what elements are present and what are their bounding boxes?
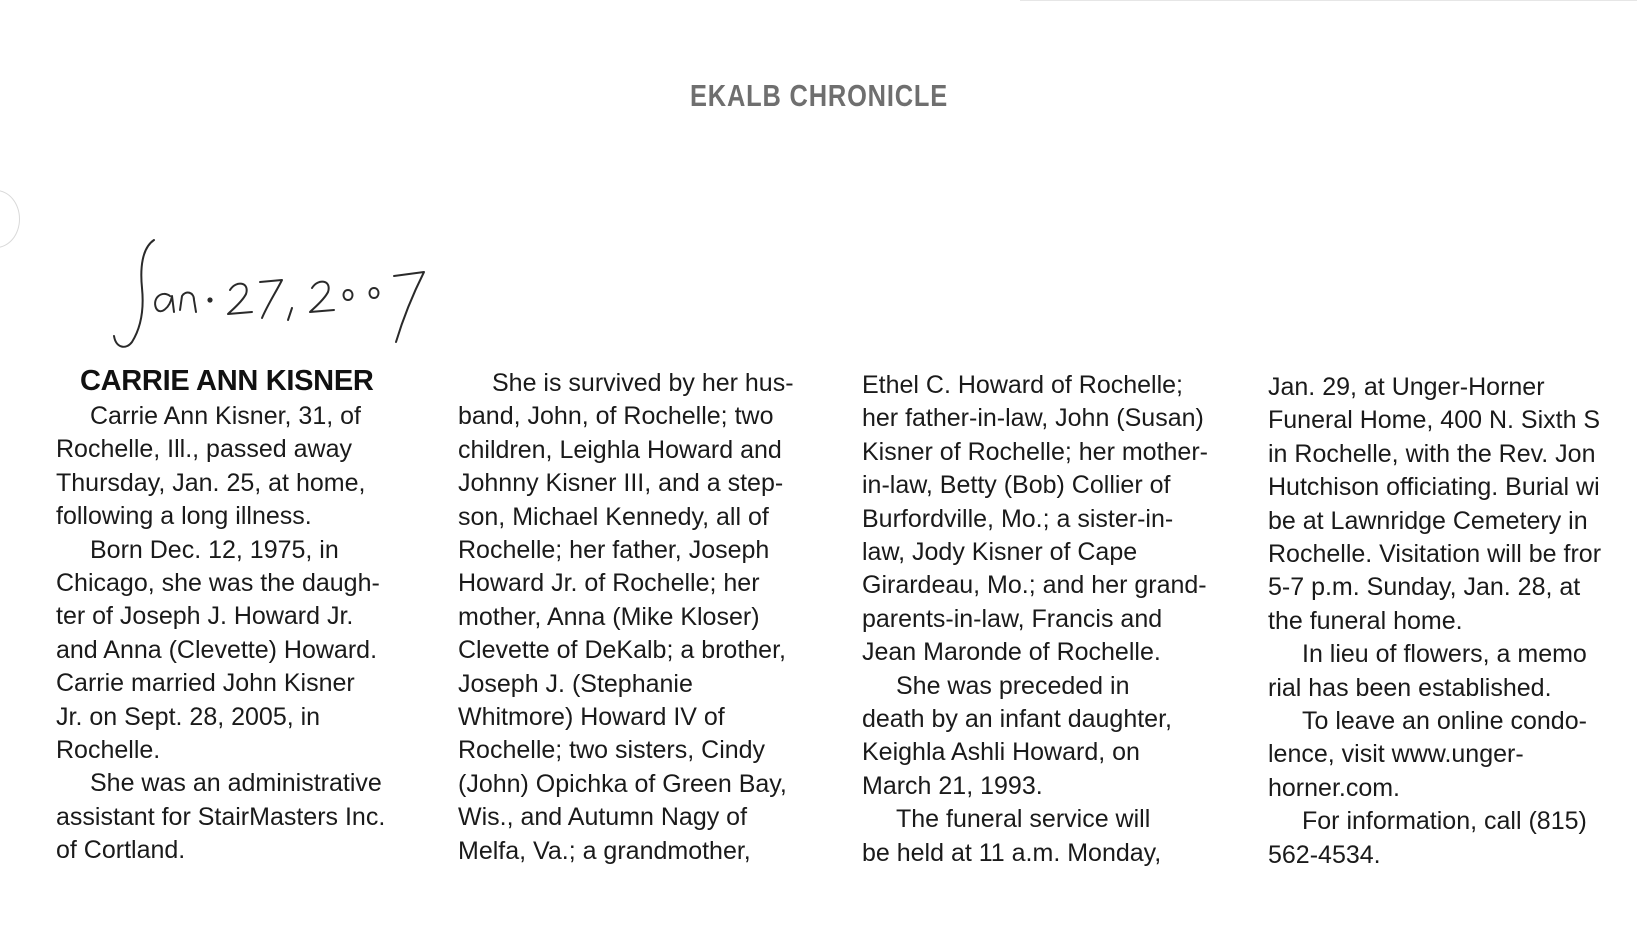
text-line: Funeral Home, 400 N. Sixth S: [1268, 406, 1601, 435]
obituary-headline: CARRIE ANN KISNER: [80, 365, 374, 397]
scan-edge-line: [1020, 0, 1637, 1]
text-line: be at Lawnridge Cemetery in: [1268, 506, 1588, 535]
text-line: Born Dec. 12, 1975, in: [90, 535, 339, 564]
obituary-column-4: [1268, 371, 1637, 872]
text-line: Jr. on Sept. 28, 2005, in: [56, 702, 321, 731]
text-line: lence, visit www.unger-: [1268, 740, 1524, 769]
text-line: Rochelle; two sisters, Cindy: [458, 736, 766, 765]
text-line: She is survived by her hus-: [492, 369, 794, 397]
text-line: Ethel C. Howard of Rochelle;: [862, 371, 1183, 399]
text-line: Keighla Ashli Howard, on: [862, 738, 1140, 767]
text-line: The funeral service will: [896, 805, 1151, 834]
text-line: of Cortland.: [56, 836, 186, 865]
text-line: Burfordville, Mo.; a sister-in-: [862, 504, 1174, 533]
text-line: 562-4534.: [1268, 840, 1381, 869]
text-line: Rochelle, Ill., passed away: [56, 435, 352, 464]
text-line: In lieu of flowers, a memo: [1302, 640, 1587, 669]
text-line: death by an infant daughter,: [862, 705, 1172, 734]
handwritten-date-drawing: [112, 238, 472, 358]
text-line: law, Jody Kisner of Cape: [862, 538, 1138, 567]
text-line: March 21, 1993.: [862, 771, 1043, 800]
text-line: in-law, Betty (Bob) Collier of: [862, 471, 1171, 500]
text-line: Johnny Kisner III, and a step-: [458, 469, 784, 498]
text-line: Whitmore) Howard IV of: [458, 703, 725, 732]
text-line: mother, Anna (Mike Kloser): [458, 602, 760, 631]
text-line: children, Leighla Howard and: [458, 435, 782, 464]
text-line: in Rochelle, with the Rev. Jon: [1268, 439, 1596, 468]
text-line: be held at 11 a.m. Monday,: [862, 838, 1162, 867]
text-line: band, John, of Rochelle; two: [458, 402, 774, 431]
text-line: Jean Maronde of Rochelle.: [862, 638, 1161, 667]
text-line: Kisner of Rochelle; her mother-: [862, 437, 1208, 466]
handwritten-date-annotation: [112, 238, 472, 358]
text-line: (John) Opichka of Green Bay,: [458, 769, 787, 798]
text-line: 5-7 p.m. Sunday, Jan. 28, at: [1268, 573, 1581, 602]
text-line: She was an administrative: [90, 769, 382, 798]
text-line: assistant for StairMasters Inc.: [56, 802, 386, 831]
text-line: Wis., and Autumn Nagy of: [458, 803, 748, 832]
text-line: Rochelle. Visitation will be fror: [1268, 540, 1602, 569]
obituary-column-2: [458, 367, 828, 868]
text-line: ter of Joseph J. Howard Jr.: [56, 602, 354, 631]
text-line: Hutchison officiating. Burial wi: [1268, 473, 1600, 502]
text-line: Clevette of DeKalb; a brother,: [458, 636, 786, 665]
text-line: Carrie married John Kisner: [56, 669, 355, 698]
text-line: Rochelle.: [56, 736, 161, 765]
text-line: horner.com.: [1268, 773, 1401, 802]
text-line: Melfa, Va.; a grandmother,: [458, 836, 751, 865]
text-line: She was preceded in: [896, 671, 1130, 700]
text-line: Joseph J. (Stephanie: [458, 669, 693, 698]
text-line: parents-in-law, Francis and: [862, 604, 1163, 633]
text-line: Thursday, Jan. 25, at home,: [56, 468, 366, 497]
text-line: Jan. 29, at Unger-Horner: [1268, 373, 1545, 401]
text-line: To leave an online condo-: [1302, 707, 1587, 736]
text-line: Howard Jr. of Rochelle; her: [458, 569, 760, 598]
text-line: Carrie Ann Kisner, 31, of: [90, 402, 361, 430]
text-line: and Anna (Clevette) Howard.: [56, 635, 378, 664]
text-line: her father-in-law, John (Susan): [862, 404, 1204, 433]
text-line: rial has been established.: [1268, 673, 1552, 702]
obituary-column-3: [862, 369, 1232, 870]
text-line: following a long illness.: [56, 502, 312, 531]
text-line: Girardeau, Mo.; and her grand-: [862, 571, 1207, 600]
text-line: son, Michael Kennedy, all of: [458, 502, 769, 531]
obituary-column-1: [56, 365, 426, 868]
scan-punch-hole-mark: [0, 190, 20, 248]
text-line: Chicago, she was the daugh-: [56, 569, 380, 598]
newspaper-masthead-stamp: EKALB CHRONICLE: [690, 78, 949, 113]
text-line: For information, call (815): [1302, 807, 1587, 836]
text-line: Rochelle; her father, Joseph: [458, 536, 770, 565]
text-line: the funeral home.: [1268, 606, 1463, 635]
